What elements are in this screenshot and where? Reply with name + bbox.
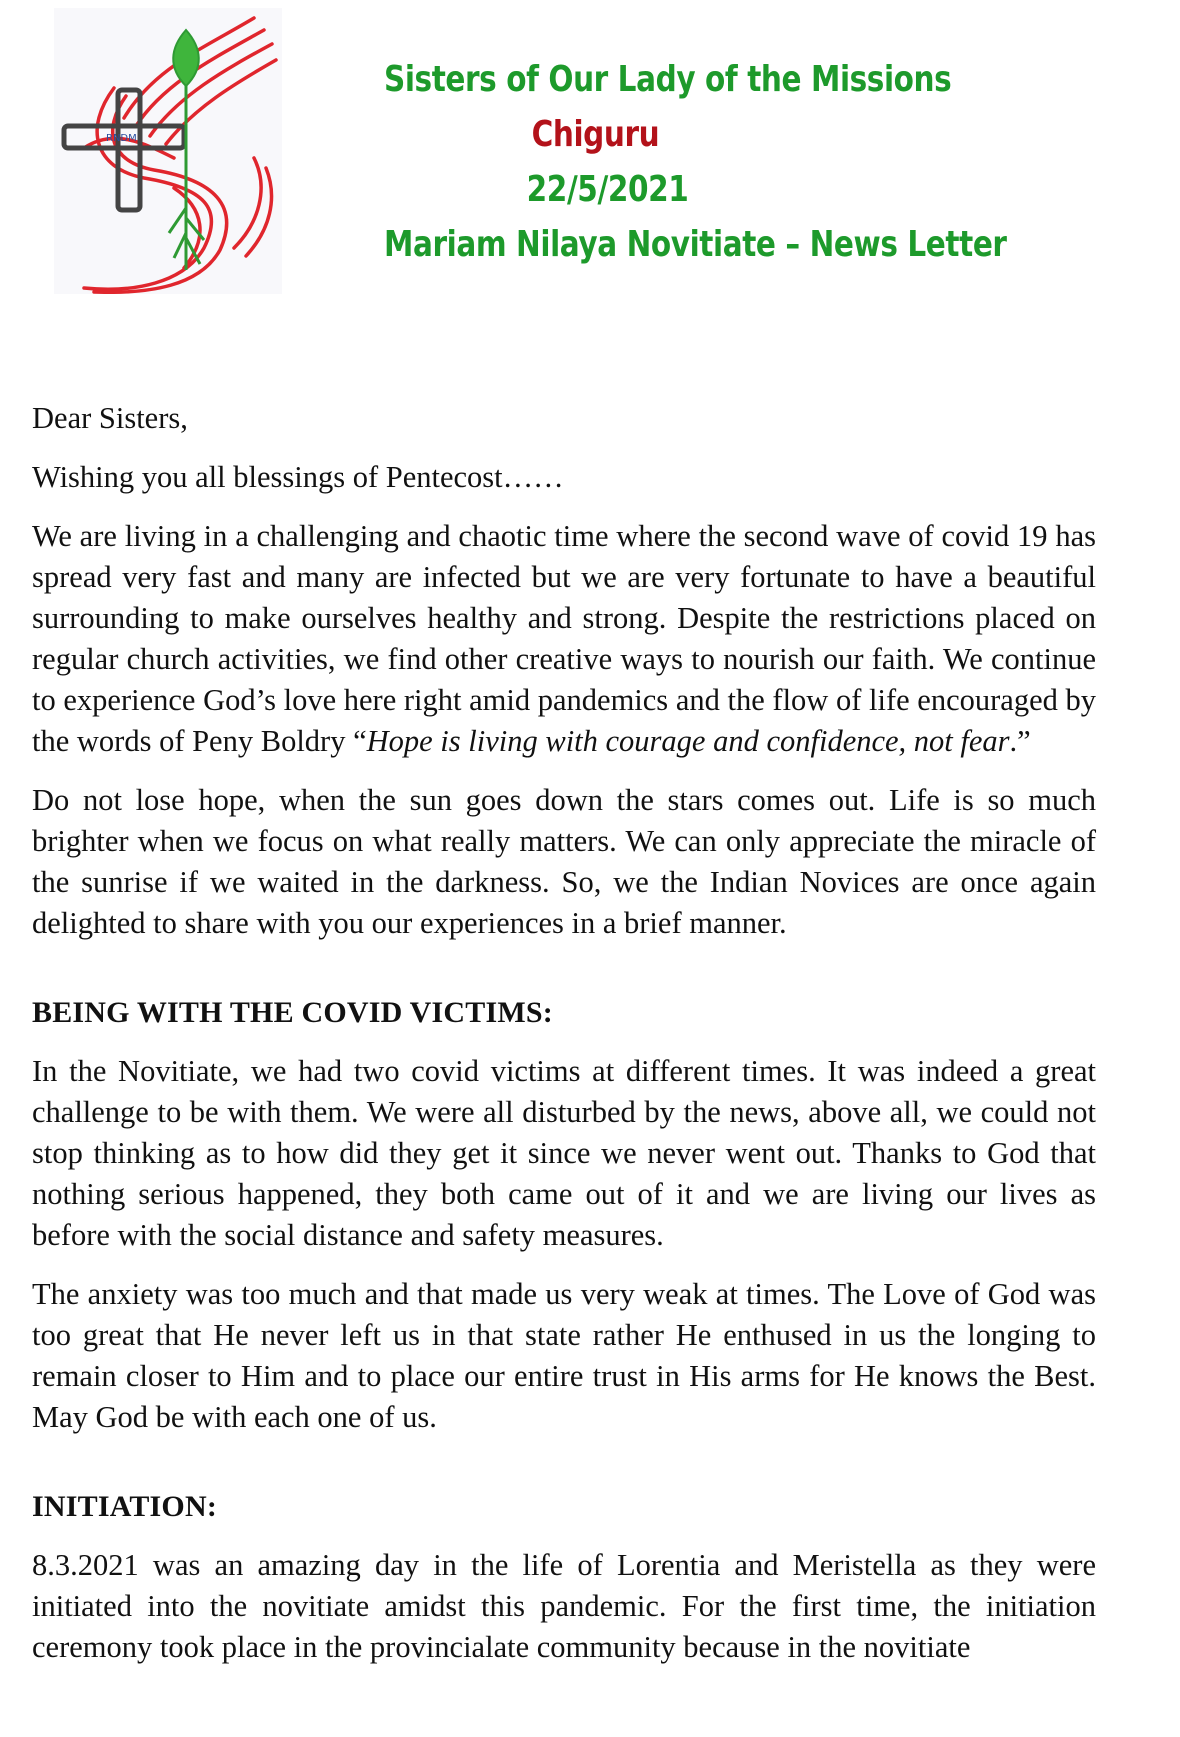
paragraph-anxiety: The anxiety was too much and that made us very weak at times. The Love of God was too great that He never left us in that state rather He enthused in us the longing to remain closer to Him and to place our entire trust in His arms for He knows the Best. May God be with each one of us. [32,1277,1096,1434]
section-heading-initiation: INITIATION: [32,1490,218,1523]
newsletter-subtitle: Mariam Nilaya Novitiate – News Letter [384,224,1007,265]
salutation: Dear Sisters, [32,401,188,435]
paragraph-initiation: 8.3.2021 was an amazing day in the life of Lorentia and Meristella as they were initiated into the novitiate amidst this pandemic. For the first time, the initiation ceremony took place in the provincialate community because in the novitiate [32,1548,1096,1664]
newsletter-date: 22/5/2021 [526,169,689,210]
logo-graphic [54,8,282,294]
quote-close: .” [1009,724,1031,758]
hope-quote: Hope is living with courage and confidence, not fear [366,724,1010,758]
rndm-logo [54,8,282,294]
svg-text:RNDM: RNDM [106,133,137,144]
pentecost-wish: Wishing you all blessings of Pentecost…… [32,460,564,494]
paragraph-covid-victims: In the Novitiate, we had two covid victims at different times. It was indeed a great challenge to be with them. We were all disturbed by the news, above all, we could not stop thinking as to how did they get it since we never went out. Thanks to God that nothing serious happened, they both came out of it and we are living our lives as before with the social distance and safety measures. [32,1054,1096,1252]
newsletter-header [384,52,1007,272]
newsletter-name: Chiguru [531,114,660,155]
congregation-name: Sisters of Our Lady of the Missions [384,59,952,100]
paragraph-intro-text: We are living in a challenging and chaotic time where the second wave of covid 19 has spread very fast and many are infected but we are very fortunate to have a beautiful surrounding to make ourselves healthy and strong. Despite the restrictions placed on regular church activities, we find other creative ways to nourish our faith. We continue to experience God’s love here right amid pandemics and the flow of life encouraged by the words of Peny Boldry “ [32,519,1096,758]
section-heading-covid: BEING WITH THE COVID VICTIMS: [32,996,553,1029]
letter-body [32,398,1096,1668]
paragraph-intro [32,516,1096,762]
paragraph-hope: Do not lose hope, when the sun goes down the stars comes out. Life is so much brighter when we focus on what really matters. We can only appreciate the miracle of the sunrise if we waited in the darkness. So, we the Indian Novices are once again delighted to share with you our experiences in a brief manner. [32,783,1096,940]
